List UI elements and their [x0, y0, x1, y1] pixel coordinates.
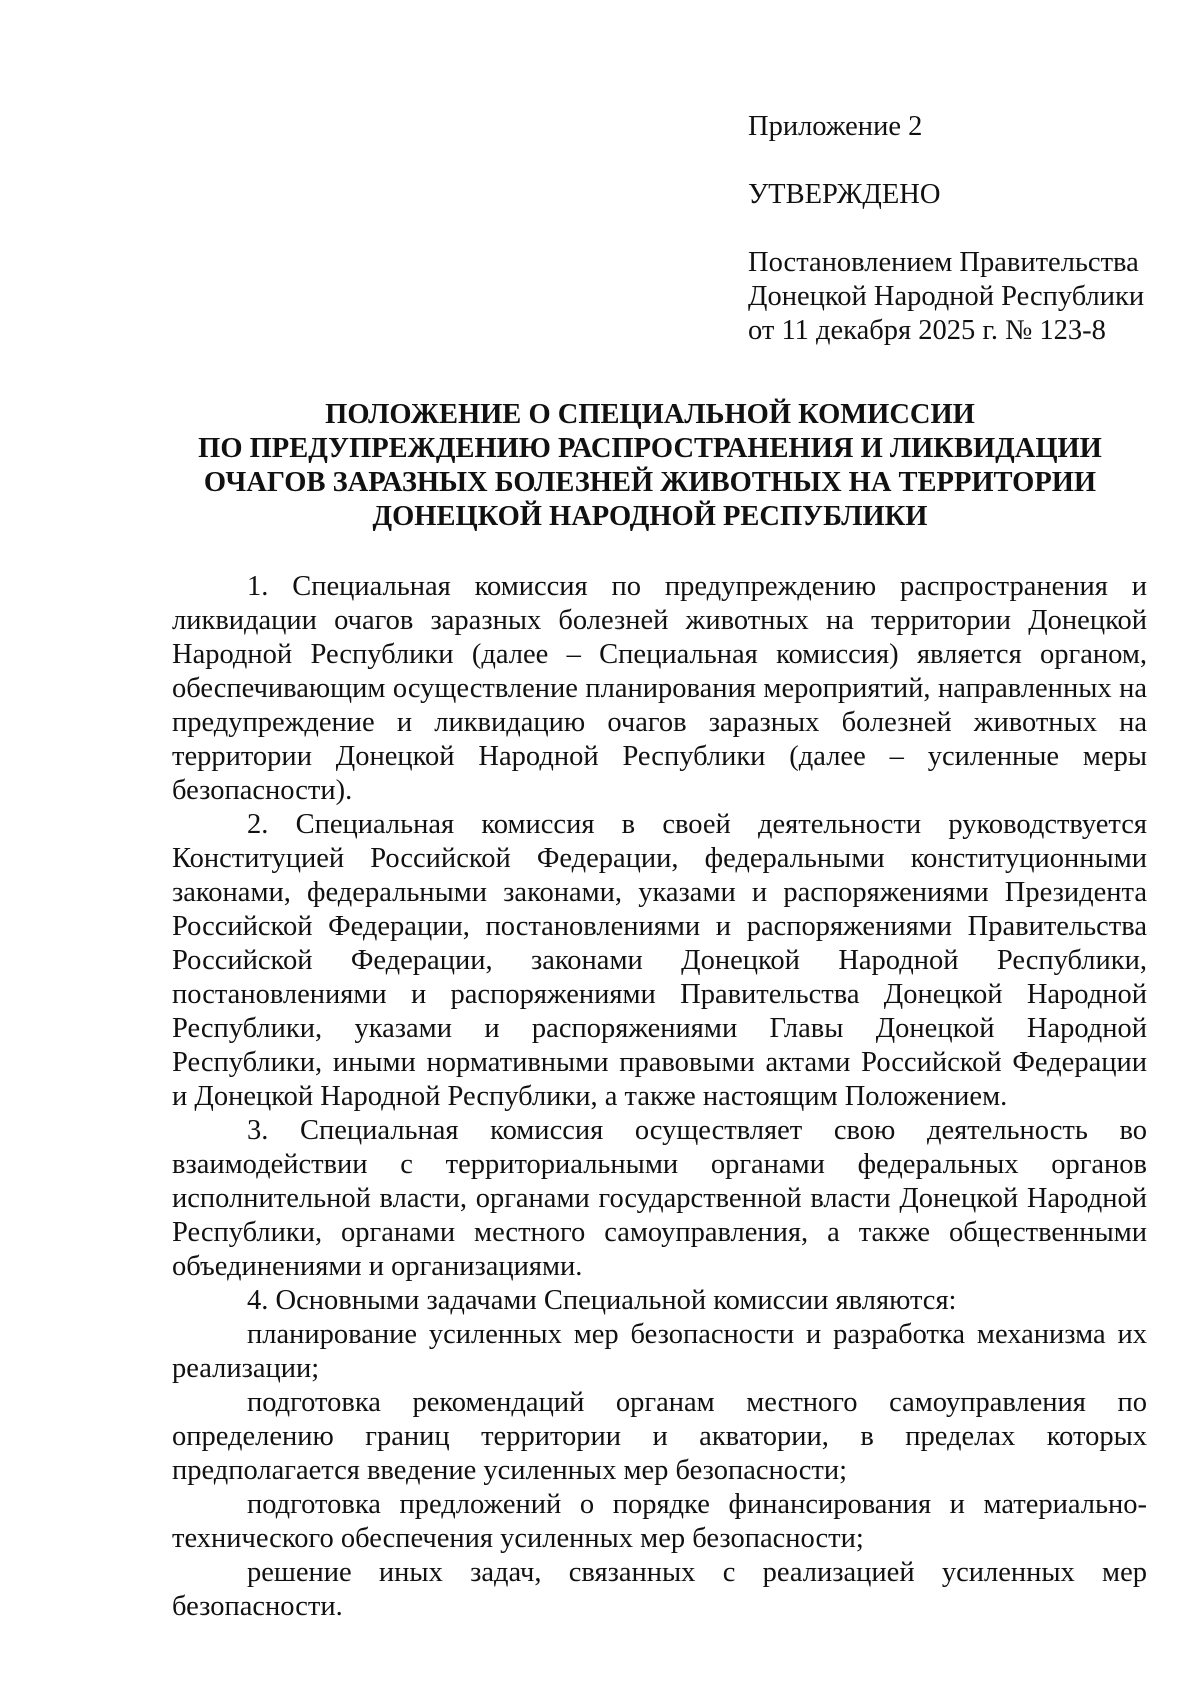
task-item-4: решение иных задач, связанных с реализацией усиленных мер безопасности.	[172, 1557, 1147, 1622]
task-item-1: планирование усиленных мер безопасности и разработка механизма их реализации;	[172, 1319, 1147, 1384]
title-line-3: ОЧАГОВ ЗАРАЗНЫХ БОЛЕЗНЕЙ ЖИВОТНЫХ НА ТЕРРИТОРИИ	[203, 467, 1097, 498]
paragraph-2: 2. Специальная комиссия в своей деятельности руководствуется Конституцией Российской Федерации, федеральными конституционными законами, федеральными законами, указами и распоряжениями Президента Российской Федерации, постановлениями и распоряжениями Правительства Российской Федерации, законами Донецкой Народной Республики, постановлениями и распоряжениями Правительства Донецкой Народной Республики, указами и распоряжениями Главы Донецкой Народной Республики, иными нормативными правовыми актами Российской Федерации и Донецкой Народной Республики, а также настоящим Положением.	[172, 809, 1147, 1112]
paragraph-4: 4. Основными задачами Специальной комиссии являются:	[247, 1285, 957, 1316]
appendix-label: Приложение 2	[748, 111, 923, 142]
paragraph-1: 1. Специальная комиссия по предупреждению распространения и ликвидации очагов заразных болезней животных на территории Донецкой Народной Республики (далее – Специальная комиссия) является органом, обеспечивающим осуществление планирования мероприятий, направленных на предупреждение и ликвидацию очагов заразных болезней животных на территории Донецкой Народной Республики (далее – усиленные меры безопасности).	[172, 571, 1147, 806]
title-line-2: ПО ПРЕДУПРЕЖДЕНИЮ РАСПРОСТРАНЕНИЯ И ЛИКВИДАЦИИ	[198, 433, 1102, 464]
paragraph-3: 3. Специальная комиссия осуществляет свою деятельность во взаимодействии с территориальными органами федеральных органов исполнительной власти, органами государственной власти Донецкой Народной Республики, органами местного самоуправления, а также общественными объединениями и организациями.	[172, 1115, 1147, 1282]
spacer	[748, 212, 1168, 246]
decree-line-1: Постановлением Правительства	[748, 247, 1139, 278]
task-item-3: подготовка предложений о порядке финансирования и материально-технического обеспечения усиленных мер безопасности;	[172, 1489, 1147, 1554]
spacer	[748, 144, 1168, 178]
approval-block	[748, 110, 1168, 348]
title-line-4: ДОНЕЦКОЙ НАРОДНОЙ РЕСПУБЛИКИ	[372, 501, 928, 532]
title-line-1: ПОЛОЖЕНИЕ О СПЕЦИАЛЬНОЙ КОМИССИИ	[325, 399, 975, 430]
document-title	[150, 398, 1150, 534]
approved-stamp-text: УТВЕРЖДЕНО	[748, 179, 941, 210]
decree-line-2: Донецкой Народной Республики	[748, 281, 1145, 312]
decree-line-3: от 11 декабря 2025 г. № 123-8	[748, 315, 1106, 346]
task-item-2: подготовка рекомендаций органам местного самоуправления по определению границ территории и акватории, в пределах которых предполагается введение усиленных мер безопасности;	[172, 1387, 1147, 1486]
document-body	[172, 570, 1147, 1624]
